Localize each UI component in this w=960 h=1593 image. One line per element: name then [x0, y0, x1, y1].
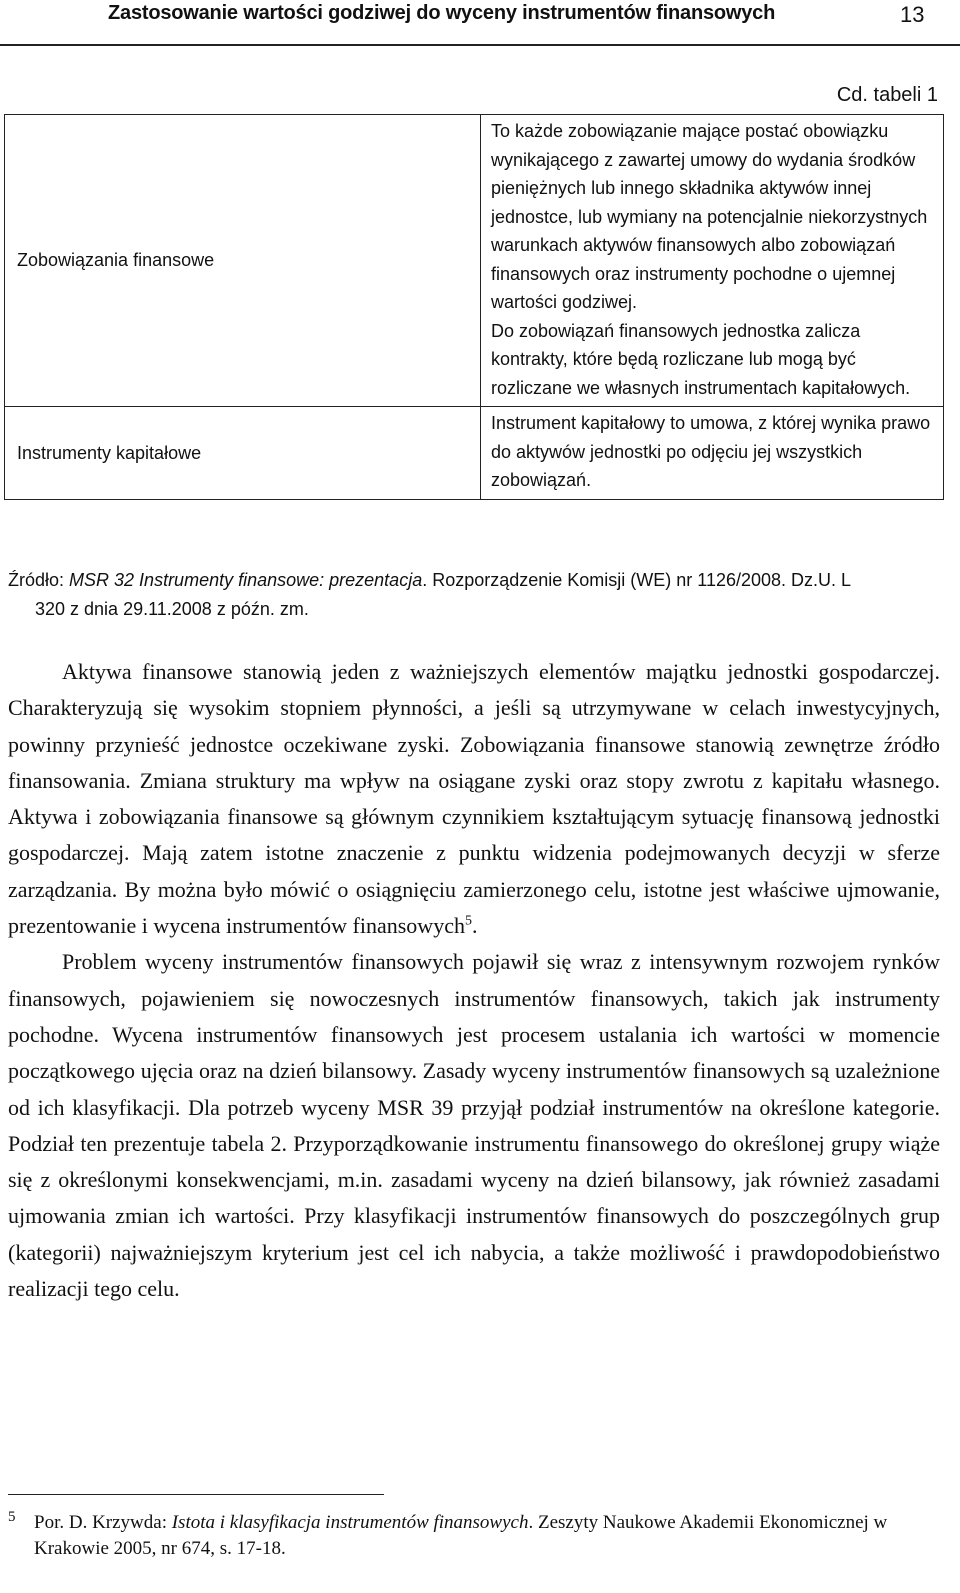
table-term-cell: Instrumenty kapitałowe	[5, 407, 481, 500]
running-header	[0, 0, 960, 46]
page-number: 13	[900, 2, 925, 27]
definition-text: Instrument kapitałowy to umowa, z której wynika prawo do aktywów jednostki po odjęciu jej wszystkich zobowiązań.	[491, 413, 931, 490]
table-source-note	[8, 566, 948, 624]
table-definition-cell	[481, 407, 944, 500]
footnote-text	[8, 1510, 940, 1562]
table-continuation-label: Cd. tabeli 1	[836, 84, 938, 106]
table-row	[5, 115, 944, 407]
source-prefix: Źródło:	[8, 570, 70, 590]
paragraph-text: Aktywa finansowe stanowią jeden z ważniejszych elementów majątku jednostki gospodarczej. Charakteryzują się wysokim stopniem płynności, a jeśli są utrzymywane w celach inwestycyjnych, powinny przynieść jednostce oczekiwane zyski. Zobowiązania finansowe stanowią zewnętrze źródło finansowania. Zmiana struktury ma wpływ na osiągane zyski oraz stopy zwrotu z kapitału własnego. Aktywa i zobowiązania finansowe są głównym czynnikiem kształtującym sytuację finansową jednostki gospodarczej. Mają zatem istotne znaczenie z punktu widzenia podejmowanych decyzji w sferze zarządzania. By można było mówić o osiągnięciu zamierzonego celu, istotne jest właściwe ujmowanie, prezentowanie i wycena instrumentów finansowych	[8, 659, 940, 939]
source-rest-line2: 320 z dnia 29.11.2008 z późn. zm.	[35, 599, 309, 619]
definition-text: To każde zobowiązanie mające postać obowiązku wynikającego z zawartej umowy do wydania środków pieniężnych lub innego składnika aktywów innej jednostce, lub wymiany na potencjalnie niekorzystnych warunkach aktywów finansowych albo zobowiązań finansowych oraz instrumenty pochodne o ujemnej wartości godziwej.	[491, 121, 928, 312]
footnote-prefix: Por. D. Krzywda:	[34, 1512, 172, 1533]
paragraph-end: .	[471, 913, 478, 939]
definitions-table	[4, 114, 944, 500]
footnote-reference[interactable]: 5	[464, 913, 472, 929]
table-definition-cell	[481, 115, 944, 407]
definition-text: Do zobowiązań finansowych jednostka zalicza kontrakty, które będą rozliczane lub mogą być rozliczane we własnych instrumentach kapitałowych.	[491, 320, 911, 398]
footnote-title: Istota i klasyfikacja instrumentów finansowych	[171, 1512, 529, 1533]
source-title: MSR 32 Instrumenty finansowe: prezentacja	[69, 570, 423, 590]
paragraph	[8, 654, 940, 944]
footnote-rest: . Zeszyty Naukowe Akademii Ekonomicznej w Krakowie 2005, nr 674, s. 17-18.	[34, 1512, 888, 1559]
table-row	[5, 407, 944, 500]
footnote	[8, 1510, 940, 1562]
running-header-title: Zastosowanie wartości godziwej do wyceny instrumentów finansowych	[108, 2, 776, 24]
table-term-cell: Zobowiązania finansowe	[5, 115, 481, 407]
paragraph: Problem wyceny instrumentów finansowych pojawił się wraz z intensywnym rozwojem rynków finansowych, pojawieniem się nowoczesnych instrumentów finansowych, takich jak instrumenty pochodne. Wycena instrumentów finansowych jest procesem ustalania ich wartości w momencie początkowego ujęcia oraz na dzień bilansowy. Zasady wyceny instrumentów finansowych są uzależnione od ich klasyfikacji. Dla potrzeb wyceny MSR 39 przyjął podział instrumentów na określone kategorie. Podział ten prezentuje tabela 2. Przyporządkowanie instrumentu finansowego do określonej grupy wiąże się z określonymi konsekwencjami, m.in. zasadami wyceny na dzień bilansowy, jak również zasadami ujmowania zmian ich wartości. Przy klasyfikacji instrumentów finansowych do poszczególnych grup (kategorii) najważniejszym kryterium jest cel ich nabycia, a także możliwość i prawdopodobieństwo realizacji tego celu.	[8, 949, 940, 1302]
source-rest: . Rozporządzenie Komisji (WE) nr 1126/2008. Dz.U. L	[422, 570, 852, 590]
footnote-divider	[8, 1494, 384, 1495]
footnote-number: 5	[8, 1509, 16, 1525]
body-text	[8, 654, 940, 1307]
